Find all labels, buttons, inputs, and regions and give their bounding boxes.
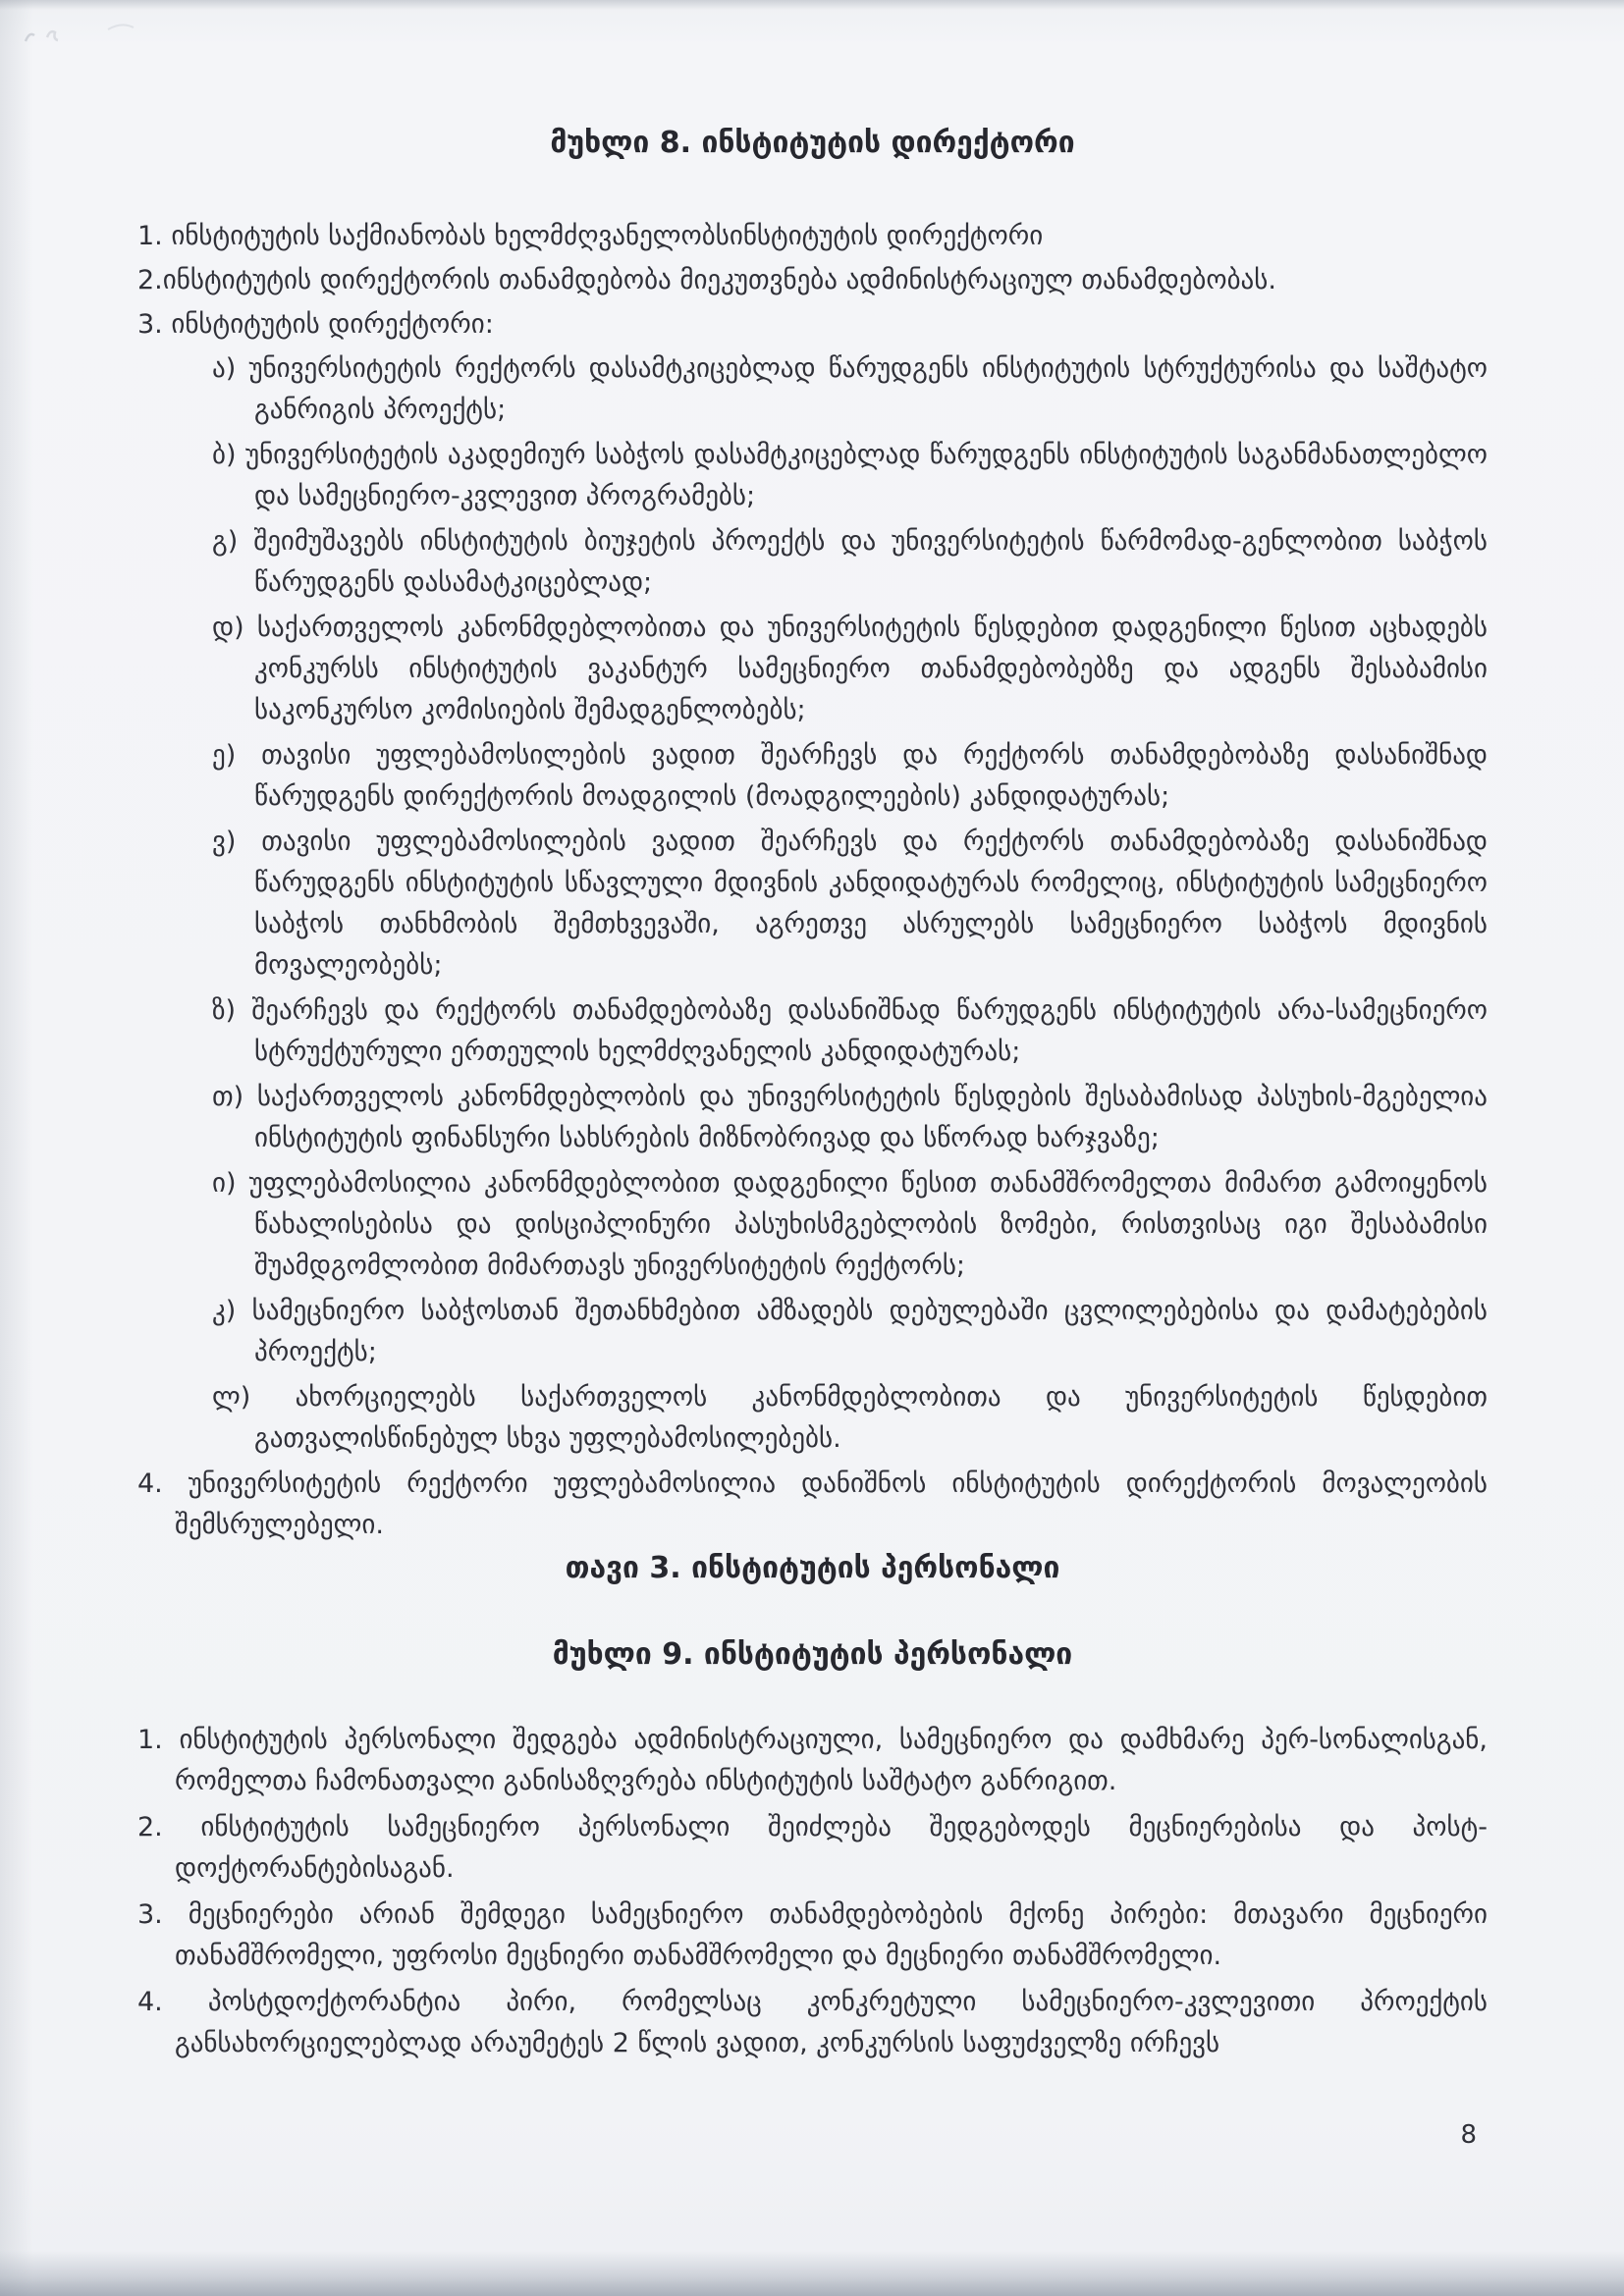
article8-subitem-e: ე) თავისი უფლებამოსილების ვადით შეარჩევს და რექტორს თანამდებობაზე დასანიშნად წარუდგენს დირექტორის მოადგილის (მოადგილეების) კანდიდატურას; xyxy=(212,740,1488,812)
article8-subitem-i: ი) უფლებამოსილია კანონმდებლობით დადგენილი წესით თანამშრომელთა მიმართ გამოიყენოს წახალისებისა და დისციპლინური პასუხისმგებლობის ზომები, რისთვისაც იგი შესაბამისი შუამდგომლობით მიმართავს უნივერსიტეტის რექტორს; xyxy=(212,1168,1488,1281)
article8-item-3: 3. ინსტიტუტის დირექტორი: xyxy=(137,309,494,340)
article8-subitem-a: ა) უნივერსიტეტის რექტორს დასამტკიცებლად წარუდგენს ინსტიტუტის სტრუქტურისა და საშტატო განრიგის პროექტს; xyxy=(212,353,1488,425)
article8-subitem-v: ვ) თავისი უფლებამოსილების ვადით შეარჩევს და რექტორს თანამდებობაზე დასანიშნად წარუდგენს ინსტიტუტის სწავლული მდივნის კანდიდატურას რომელიც, ინსტიტუტის სამეცნიერო საბჭოს თანხმობის შემთხვევაში, აგრეთვე ასრულებს სამეცნიერო საბჭოს მდივნის მოვალეობებს; xyxy=(212,827,1488,981)
page-number: 8 xyxy=(1460,2120,1477,2150)
article-9-title: მუხლი 9. ინსტიტუტის პერსონალი xyxy=(552,1637,1073,1672)
article9-item-2: 2. ინსტიტუტის სამეცნიერო პერსონალი შეიძლება შედგებოდეს მეცნიერებისა და პოსტ-დოქტორანტებისაგან. xyxy=(137,1812,1488,1884)
scan-edge-bottom xyxy=(0,2251,1624,2296)
article8-item-4: 4. უნივერსიტეტის რექტორი უფლებამოსილია დანიშნოს ინსტიტუტის დირექტორის მოვალეობის შემსრულებელი. xyxy=(137,1468,1488,1540)
article-9-list xyxy=(137,1720,1488,2064)
chapter-3-title: თავი 3. ინსტიტუტის პერსონალი xyxy=(565,1551,1060,1585)
article9-item-1: 1. ინსტიტუტის პერსონალი შედგება ადმინისტრაციული, სამეცნიერო და დამხმარე პერ-სონალისგან, რომელთა ჩამონათვალი განისაზღვრება ინსტიტუტის საშტატო განრიგით. xyxy=(137,1725,1488,1796)
article9-item-3: 3. მეცნიერები არიან შემდეგი სამეცნიერო თანამდებობების მქონე პირები: მთავარი მეცნიერი თანამშრომელი, უფროსი მეცნიერი თანამშრომელი და მეცნიერი თანამშრომელი. xyxy=(137,1899,1488,1971)
document-body xyxy=(137,0,1488,2069)
article8-subitem-t: თ) საქართველოს კანონმდებლობის და უნივერსიტეტის წესდების შესაბამისად პასუხის-მგებელია ინსტიტუტის ფინანსური სახსრების მიზნობრივად და სწორად ხარჯვაზე; xyxy=(212,1082,1488,1153)
article8-subitem-z: ზ) შეარჩევს და რექტორს თანამდებობაზე დასანიშნად წარუდგენს ინსტიტუტის არა-სამეცნიერო სტრუქტურული ერთეულის ხელმძღვანელის კანდიდატურას; xyxy=(212,995,1488,1067)
scan-edge-left xyxy=(0,0,33,2296)
article-8-title: მუხლი 8. ინსტიტუტის დირექტორი xyxy=(550,126,1075,160)
article8-subitem-d: დ) საქართველოს კანონმდებლობითა და უნივერსიტეტის წესდებით დადგენილი წესით აცხადებს კონკურსს ინსტიტუტის ვაკანტურ სამეცნიერო თანამდებობებზე და ადგენს შესაბამისი საკონკურსო კომისიების შემადგენლობებს; xyxy=(212,613,1488,725)
article9-item-4: 4. პოსტდოქტორანტია პირი, რომელსაც კონკრეტული სამეცნიერო-კვლევითი პროექტის განსახორციელებლად არაუმეტეს 2 წლის ვადით, კონკურსის საფუძველზე ირჩევს xyxy=(137,1987,1488,2058)
article8-subitem-b: ბ) უნივერსიტეტის აკადემიურ საბჭოს დასამტკიცებლად წარუდგენს ინსტიტუტის საგანმანათლებლო და სამეცნიერო-კვლევით პროგრამებს; xyxy=(212,440,1488,511)
article8-subitem-k: კ) სამეცნიერო საბჭოსთან შეთანხმებით ამზადებს დებულებაში ცვლილებებისა და დამატებების პროექტს; xyxy=(212,1296,1488,1367)
article8-item-2: 2.ინსტიტუტის დირექტორის თანამდებობა მიეკუთვნება ადმინისტრაციულ თანამდებობას. xyxy=(137,265,1276,295)
article8-subitem-l: ლ) ახორციელებს საქართველოს კანონმდებლობითა და უნივერსიტეტის წესდებით გათვალისწინებულ სხვა უფლებამოსილებებს. xyxy=(212,1382,1488,1454)
article8-item-1: 1. ინსტიტუტის საქმიანობას ხელმძღვანელობსინსტიტუტის დირექტორი xyxy=(137,221,1044,251)
article8-subitem-g: გ) შეიმუშავებს ინსტიტუტის ბიუჯეტის პროექტს და უნივერსიტეტის წარმომად-გენლობით საბჭოს წარუდგენს დასამატკიცებლად; xyxy=(212,526,1488,598)
